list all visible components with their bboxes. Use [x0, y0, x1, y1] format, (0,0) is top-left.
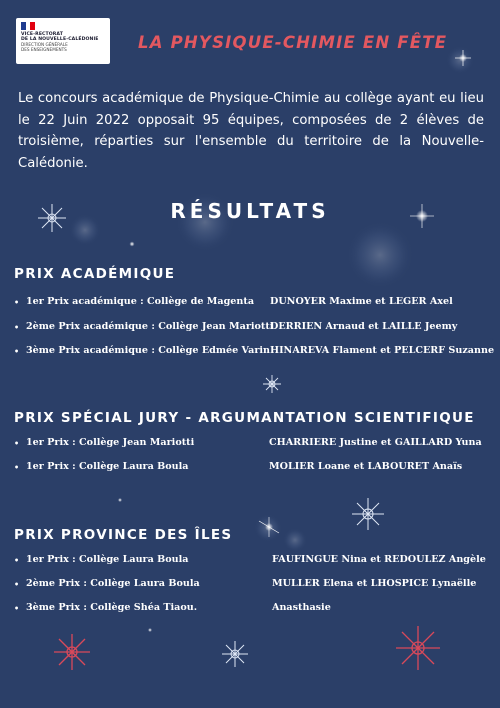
winners: MULLER Elena et LHOSPICE Lynaëlle [272, 578, 477, 589]
logo-line: VICE-RECTORAT [21, 32, 63, 37]
prize-label: 1er Prix académique : Collège de Magenta [26, 296, 255, 307]
bullet: • [14, 346, 20, 356]
logo-line: DES ENSEIGNEMENTS [21, 46, 67, 52]
prize-row [14, 601, 484, 617]
page-title: LA PHYSIQUE-CHIMIE EN FÊTE [138, 33, 448, 52]
bullet: • [14, 438, 20, 448]
prize-row [14, 344, 495, 360]
winners: DERRIEN Arnaud et LAILLE Jeemy [270, 321, 458, 332]
sparkle [130, 242, 135, 247]
bullet: • [14, 603, 20, 613]
section-title-prix-academique: PRIX ACADÉMIQUE [14, 266, 176, 282]
bullet: • [14, 579, 20, 589]
winners: DUNOYER Maxime et LEGER Axel [270, 296, 453, 307]
red-firework [396, 626, 440, 670]
white-firework [263, 375, 281, 393]
prize-label: 1er Prix : Collège Laura Boula [26, 461, 189, 472]
glow-bokeh [346, 221, 414, 289]
prize-row [14, 436, 484, 452]
winners: Anasthasie [272, 602, 331, 613]
bullet: • [14, 297, 20, 307]
prize-row [14, 577, 484, 593]
section-title-prix-special-jury: PRIX SPÉCIAL JURY - ARGUMANTATION SCIENTIFIQUE [14, 410, 475, 426]
prize-row [14, 295, 484, 311]
winners: HINAREVA Flament et PELCERF Suzanne [270, 345, 495, 356]
bullet: • [14, 462, 20, 472]
red-firework [54, 634, 90, 670]
prize-row [14, 553, 484, 569]
vice-rectorat-logo [16, 18, 110, 64]
results-heading: RÉSULTATS [170, 199, 330, 223]
section-title-prix-province-des-iles: PRIX PROVINCE DES ÎLES [14, 527, 233, 543]
intro-paragraph: Le concours académique de Physique-Chimie au collège ayant eu lieu le 22 Juin 2022 opposait 95 équipes, composées de 2 élèves de troisième, réparties sur l'ensemble du territoire de la Nouvelle-Calédonie. [18, 91, 484, 171]
bullet: • [14, 555, 20, 565]
prize-label: 1er Prix : Collège Laura Boula [26, 554, 189, 565]
white-firework [222, 641, 248, 667]
winners: FAUFINGUE Nina et REDOULEZ Angèle [272, 554, 486, 565]
prize-label: 3ème Prix académique : Collège Edmée Varin [26, 345, 270, 356]
prize-label: 1er Prix : Collège Jean Mariotti [26, 437, 195, 448]
logo-line: DIRECTION GÉNÉRALE [21, 41, 68, 47]
white-firework [352, 498, 384, 530]
prize-label: 2ème Prix académique : Collège Jean Mariotti [26, 321, 274, 332]
winners: MOLIER Loane et LABOURET Anaïs [269, 461, 463, 472]
winners: CHARRIERE Justine et GAILLARD Yuna [269, 437, 482, 448]
bullet: • [14, 322, 20, 332]
prize-row [14, 320, 484, 336]
prize-label: 3ème Prix : Collège Shéa Tiaou. [26, 602, 198, 613]
sparkle [148, 628, 152, 632]
french-flag-icon [21, 22, 35, 30]
prize-row [14, 460, 484, 476]
logo-line: DE LA NOUVELLE-CALÉDONIE [21, 37, 99, 43]
sparkle [118, 498, 122, 502]
glow-bokeh [283, 528, 307, 552]
prize-label: 2ème Prix : Collège Laura Boula [26, 578, 200, 589]
